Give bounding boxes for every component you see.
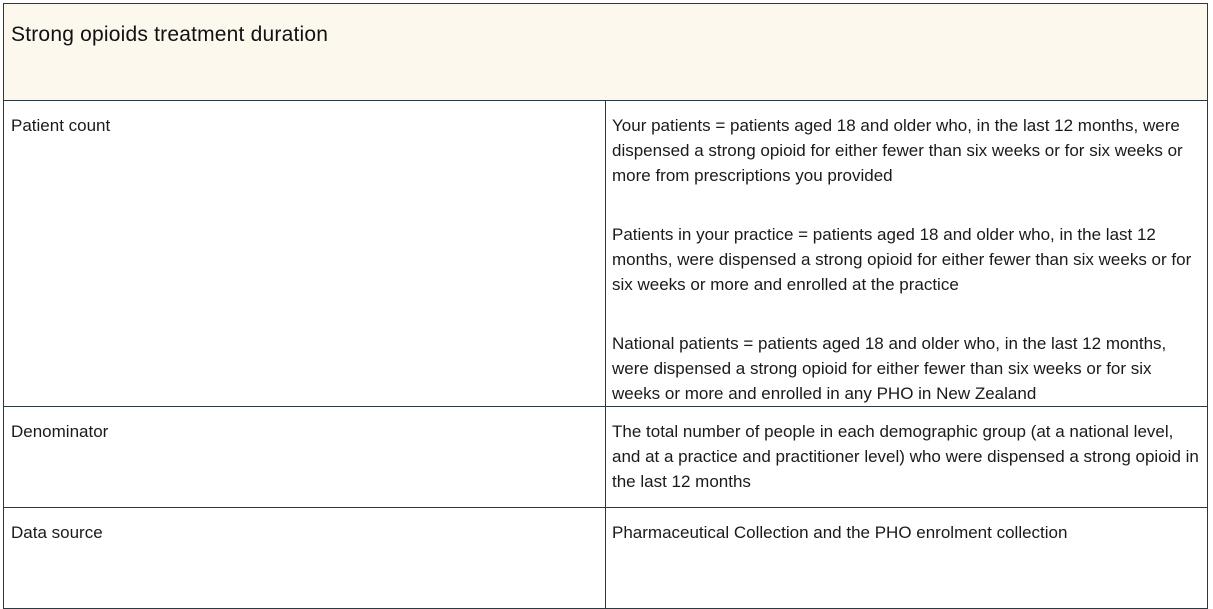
row-label-patient-count: Patient count <box>11 116 111 135</box>
definition-your-patients: Your patients = patients aged 18 and older who, in the last 12 months, were dispensed a strong opioid for either fewer than six weeks or for six weeks or more from prescriptions you provided <box>612 116 1183 185</box>
table-row-denominator <box>4 407 1208 508</box>
definition-national-patients: National patients = patients aged 18 and older who, in the last 12 months, were dispensed a strong opioid for either fewer than six weeks or for six weeks or more and enrolled in any PHO in New Zealand <box>612 334 1167 403</box>
table-row-patient-count <box>4 101 1208 407</box>
row-value-cell <box>606 508 1208 609</box>
table-header-row <box>4 4 1208 101</box>
row-value-cell <box>606 101 1208 407</box>
definition-denominator: The total number of people in each demographic group (at a national level, and at a practice and practitioner level) who were dispensed a strong opioid in the last 12 months <box>612 422 1199 491</box>
row-label-cell <box>4 508 606 609</box>
row-value-cell <box>606 407 1208 508</box>
definition-data-source: Pharmaceutical Collection and the PHO enrolment collection <box>612 523 1068 542</box>
table-title: Strong opioids treatment duration <box>11 23 329 46</box>
row-label-cell <box>4 101 606 407</box>
definition-practice-patients: Patients in your practice = patients aged 18 and older who, in the last 12 months, were dispensed a strong opioid for either fewer than six weeks or for six weeks or more and enrolled at the practice <box>612 225 1192 294</box>
row-label-data-source: Data source <box>11 523 103 542</box>
table-header-cell <box>4 4 1208 101</box>
row-label-denominator: Denominator <box>11 422 109 441</box>
table-row-data-source <box>4 508 1208 609</box>
definitions-table <box>3 3 1208 609</box>
row-label-cell <box>4 407 606 508</box>
